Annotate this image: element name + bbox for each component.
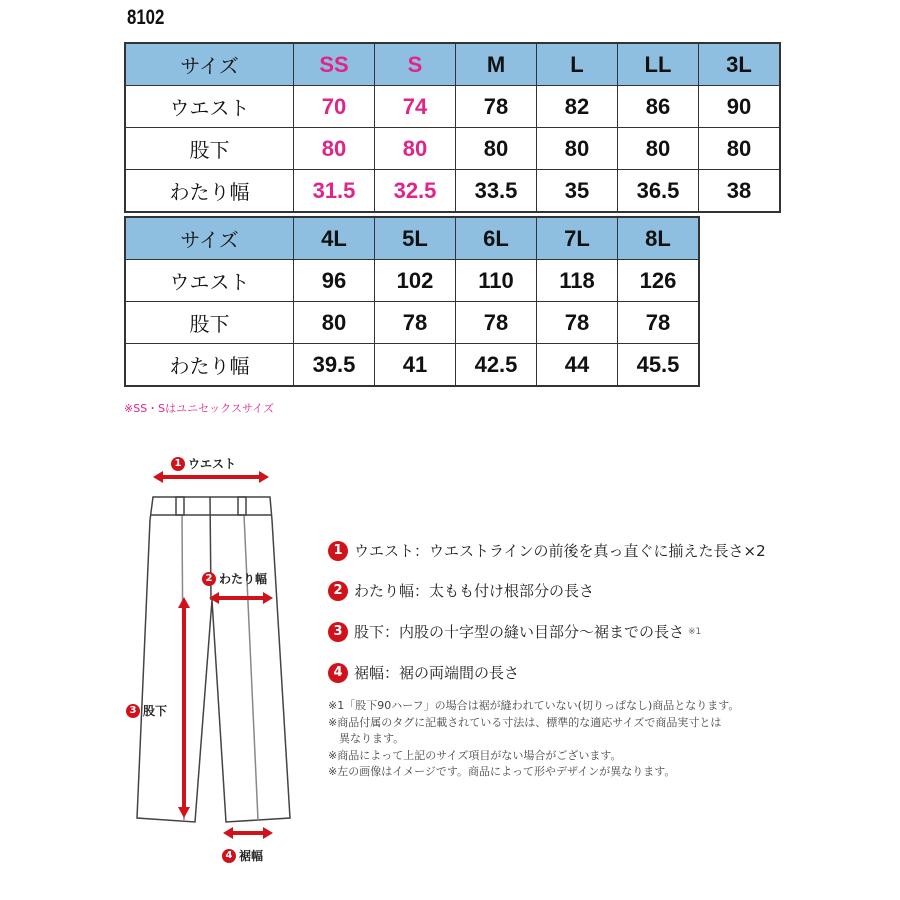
- legend-item: 1 ウエスト：ウエストラインの前後を真っ直ぐに揃えた長さ×2: [328, 540, 766, 561]
- row-label: 股下: [125, 302, 294, 344]
- table-cell: L: [537, 43, 618, 86]
- table-cell: 3L: [699, 43, 781, 86]
- table-cell: 45.5: [618, 344, 700, 387]
- row-label: サイズ: [125, 43, 294, 86]
- product-code: 8102: [127, 6, 165, 29]
- legend-item: 2 わたり幅：太もも付け根部分の長さ: [328, 580, 594, 601]
- table-cell: 78: [375, 302, 456, 344]
- table-cell: 32.5: [375, 170, 456, 213]
- table-cell: 42.5: [456, 344, 537, 387]
- table-cell: 110: [456, 260, 537, 302]
- footnote: 異なります。: [328, 732, 405, 745]
- table-cell: 4L: [294, 217, 375, 260]
- table-cell: 90: [699, 86, 781, 128]
- row-label: 股下: [125, 128, 294, 170]
- table-cell: 38: [699, 170, 781, 213]
- table-cell: 80: [537, 128, 618, 170]
- legend-item: 3 股下：内股の十字型の縫い目部分～裾までの長さ ※1: [328, 621, 701, 642]
- row-label: ウエスト: [125, 260, 294, 302]
- row-label: わたり幅: [125, 170, 294, 213]
- table-cell: 80: [618, 128, 699, 170]
- table-cell: M: [456, 43, 537, 86]
- table-cell: 36.5: [618, 170, 699, 213]
- table-cell: 8L: [618, 217, 700, 260]
- footnote: ※商品によって上記のサイズ項目がない場合がございます。: [328, 748, 622, 762]
- table-cell: 70: [294, 86, 375, 128]
- table-cell: 35: [537, 170, 618, 213]
- table-cell: LL: [618, 43, 699, 86]
- table-cell: 80: [375, 128, 456, 170]
- table-cell: 80: [456, 128, 537, 170]
- table-cell: 96: [294, 260, 375, 302]
- table-cell: 7L: [537, 217, 618, 260]
- table-cell: 80: [699, 128, 781, 170]
- table-cell: 39.5: [294, 344, 375, 387]
- footnotes: [328, 698, 739, 781]
- table-cell: 33.5: [456, 170, 537, 213]
- table-cell: 80: [294, 302, 375, 344]
- legend-item: 4 裾幅：裾の両端間の長さ: [328, 662, 519, 683]
- diagram-label-thigh: 2 わたり幅: [202, 570, 267, 587]
- row-label: ウエスト: [125, 86, 294, 128]
- table-cell: 74: [375, 86, 456, 128]
- footnote: ※商品付属のタグに記載されている寸法は、標準的な適応サイズで商品実寸とは: [328, 715, 722, 729]
- row-label: サイズ: [125, 217, 294, 260]
- footnote: ※1「股下90ハーフ」の場合は裾が縫われていない(切りっぱなし)商品となります。: [328, 699, 740, 712]
- table-cell: 80: [294, 128, 375, 170]
- table-cell: 102: [375, 260, 456, 302]
- diagram-label-hem: 4 裾幅: [222, 847, 263, 864]
- table-cell: 86: [618, 86, 699, 128]
- unisex-note: ※SS・Sはユニセックスサイズ: [124, 402, 274, 415]
- table-cell: 78: [537, 302, 618, 344]
- table-cell: 118: [537, 260, 618, 302]
- table-cell: 6L: [456, 217, 537, 260]
- diagram-label-inseam: 3 股下: [126, 702, 167, 719]
- diagram-label-waist: 1 ウエスト: [171, 455, 236, 472]
- table-cell: 78: [618, 302, 700, 344]
- footnote: ※左の画像はイメージです。商品によって形やデザインが異なります。: [328, 765, 676, 778]
- table-cell: 31.5: [294, 170, 375, 213]
- table-cell: 82: [537, 86, 618, 128]
- table-cell: 126: [618, 260, 700, 302]
- table-cell: S: [375, 43, 456, 86]
- table-cell: 5L: [375, 217, 456, 260]
- row-label: わたり幅: [125, 344, 294, 387]
- table-cell: 41: [375, 344, 456, 387]
- table-cell: 78: [456, 302, 537, 344]
- table-cell: 78: [456, 86, 537, 128]
- table-cell: 44: [537, 344, 618, 387]
- table-cell: SS: [294, 43, 375, 86]
